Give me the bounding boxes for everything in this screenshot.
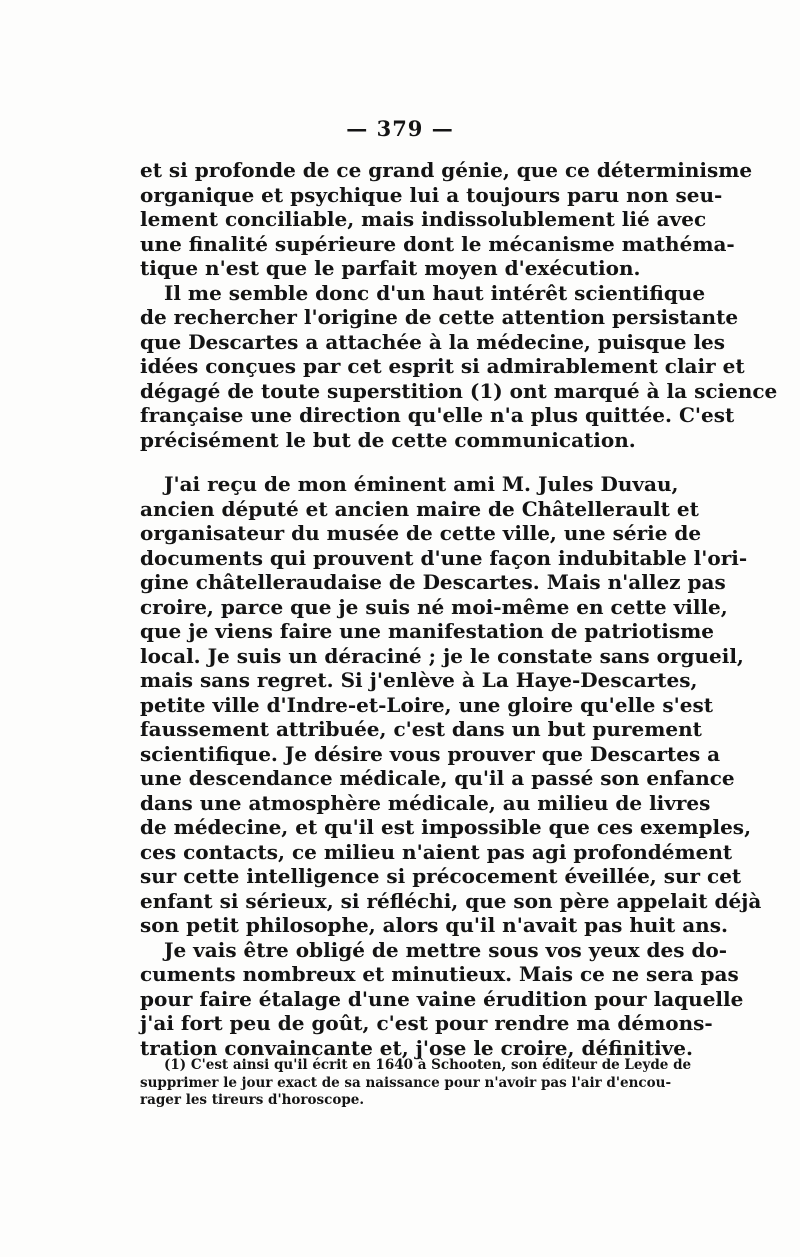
text-line: sur cette intelligence si précocement éveillée, sur cet [140, 864, 742, 888]
text-line: idées conçues par cet esprit si admirablement clair et [140, 354, 745, 378]
text-line: de rechercher l'origine de cette attention persistante [140, 305, 739, 329]
text-line: que Descartes a attachée à la médecine, puisque les [140, 329, 726, 354]
text-line: ancien député et ancien maire de Châtellerault et [140, 496, 699, 521]
text-line: organique et psychique lui a toujours paru non seu- [140, 182, 723, 207]
text-line: précisément le but de cette communication. [140, 427, 636, 452]
text-line: scientifique. Je désire vous prouver que Descartes a [140, 741, 721, 766]
text-line: j'ai fort peu de goût, c'est pour rendre ma démons- [140, 1011, 713, 1035]
text-line: cuments nombreux et minutieux. Mais ce ne sera pas [140, 962, 739, 986]
text-line: lement conciliable, mais indissolublement lié avec [140, 207, 707, 231]
text-line: J'ai reçu de mon éminent ami M. Jules Duvau, [164, 472, 679, 496]
paragraph-1 [140, 158, 753, 281]
text-line: Je vais être obligé de mettre sous vos yeux des do- [164, 937, 728, 962]
text-line: dans une atmosphère médicale, au milieu de livres [140, 790, 711, 815]
text-line: faussement attribuée, c'est dans un but purement [140, 717, 702, 741]
text-line: Il me semble donc d'un haut intérêt scientifique [164, 280, 706, 305]
text-line: petite ville d'Indre-et-Loire, une gloire qu'elle s'est [140, 692, 713, 717]
footnote-line: (1) C'est ainsi qu'il écrit en 1640 à Schooten, son éditeur de Leyde de [164, 1057, 692, 1073]
text-line: organisateur du musée de cette ville, une série de [140, 521, 702, 545]
text-line: une descendance médicale, qu'il a passé son enfance [140, 766, 735, 790]
text-line: et si profonde de ce grand génie, que ce déterminisme [140, 158, 753, 182]
text-line: que je viens faire une manifestation de patriotisme [140, 619, 715, 643]
footnote-line: rager les tireurs d'horoscope. [140, 1092, 365, 1108]
text-line: documents qui prouvent d'une façon indubitable l'ori- [140, 545, 748, 570]
body-text [140, 158, 778, 1060]
text-line: française une direction qu'elle n'a plus quittée. C'est [140, 403, 735, 427]
page-number: — 379 — [346, 116, 454, 141]
paragraph-3 [140, 472, 762, 938]
text-line: tration convaincante et, j'ose le croire, définitive. [140, 1035, 693, 1060]
footnote [140, 1057, 692, 1110]
text-line: gine châtelleraudaise de Descartes. Mais n'allez pas [140, 570, 726, 594]
text-line: pour faire étalage d'une vaine érudition pour laquelle [140, 986, 744, 1011]
text-line: croire, parce que je suis né moi-même en cette ville, [140, 594, 728, 619]
text-line: son petit philosophe, alors qu'il n'avait pas huit ans. [140, 913, 728, 937]
text-line: une finalité supérieure dont le mécanisme mathéma- [140, 231, 735, 256]
paragraph-gap [140, 452, 668, 472]
text-line: mais sans regret. Si j'enlève à La Haye-Descartes, [140, 668, 698, 692]
text-line: ces contacts, ce milieu n'aient pas agi profondément [140, 839, 733, 864]
paragraph-2 [140, 280, 778, 453]
text-line: enfant si sérieux, si réfléchi, que son père appelait déjà [140, 888, 762, 913]
text-line: local. Je suis un déraciné ; je le constate sans orgueil, [140, 643, 744, 668]
footnote-line: supprimer le jour exact de sa naissance pour n'avoir pas l'air d'encou- [140, 1074, 672, 1091]
text-line: tique n'est que le parfait moyen d'exécution. [140, 256, 641, 280]
text-line: dégagé de toute superstition (1) ont marqué à la science [140, 378, 778, 403]
paragraph-4 [140, 937, 744, 1061]
text-line: de médecine, et qu'il est impossible que ces exemples, [140, 815, 752, 839]
